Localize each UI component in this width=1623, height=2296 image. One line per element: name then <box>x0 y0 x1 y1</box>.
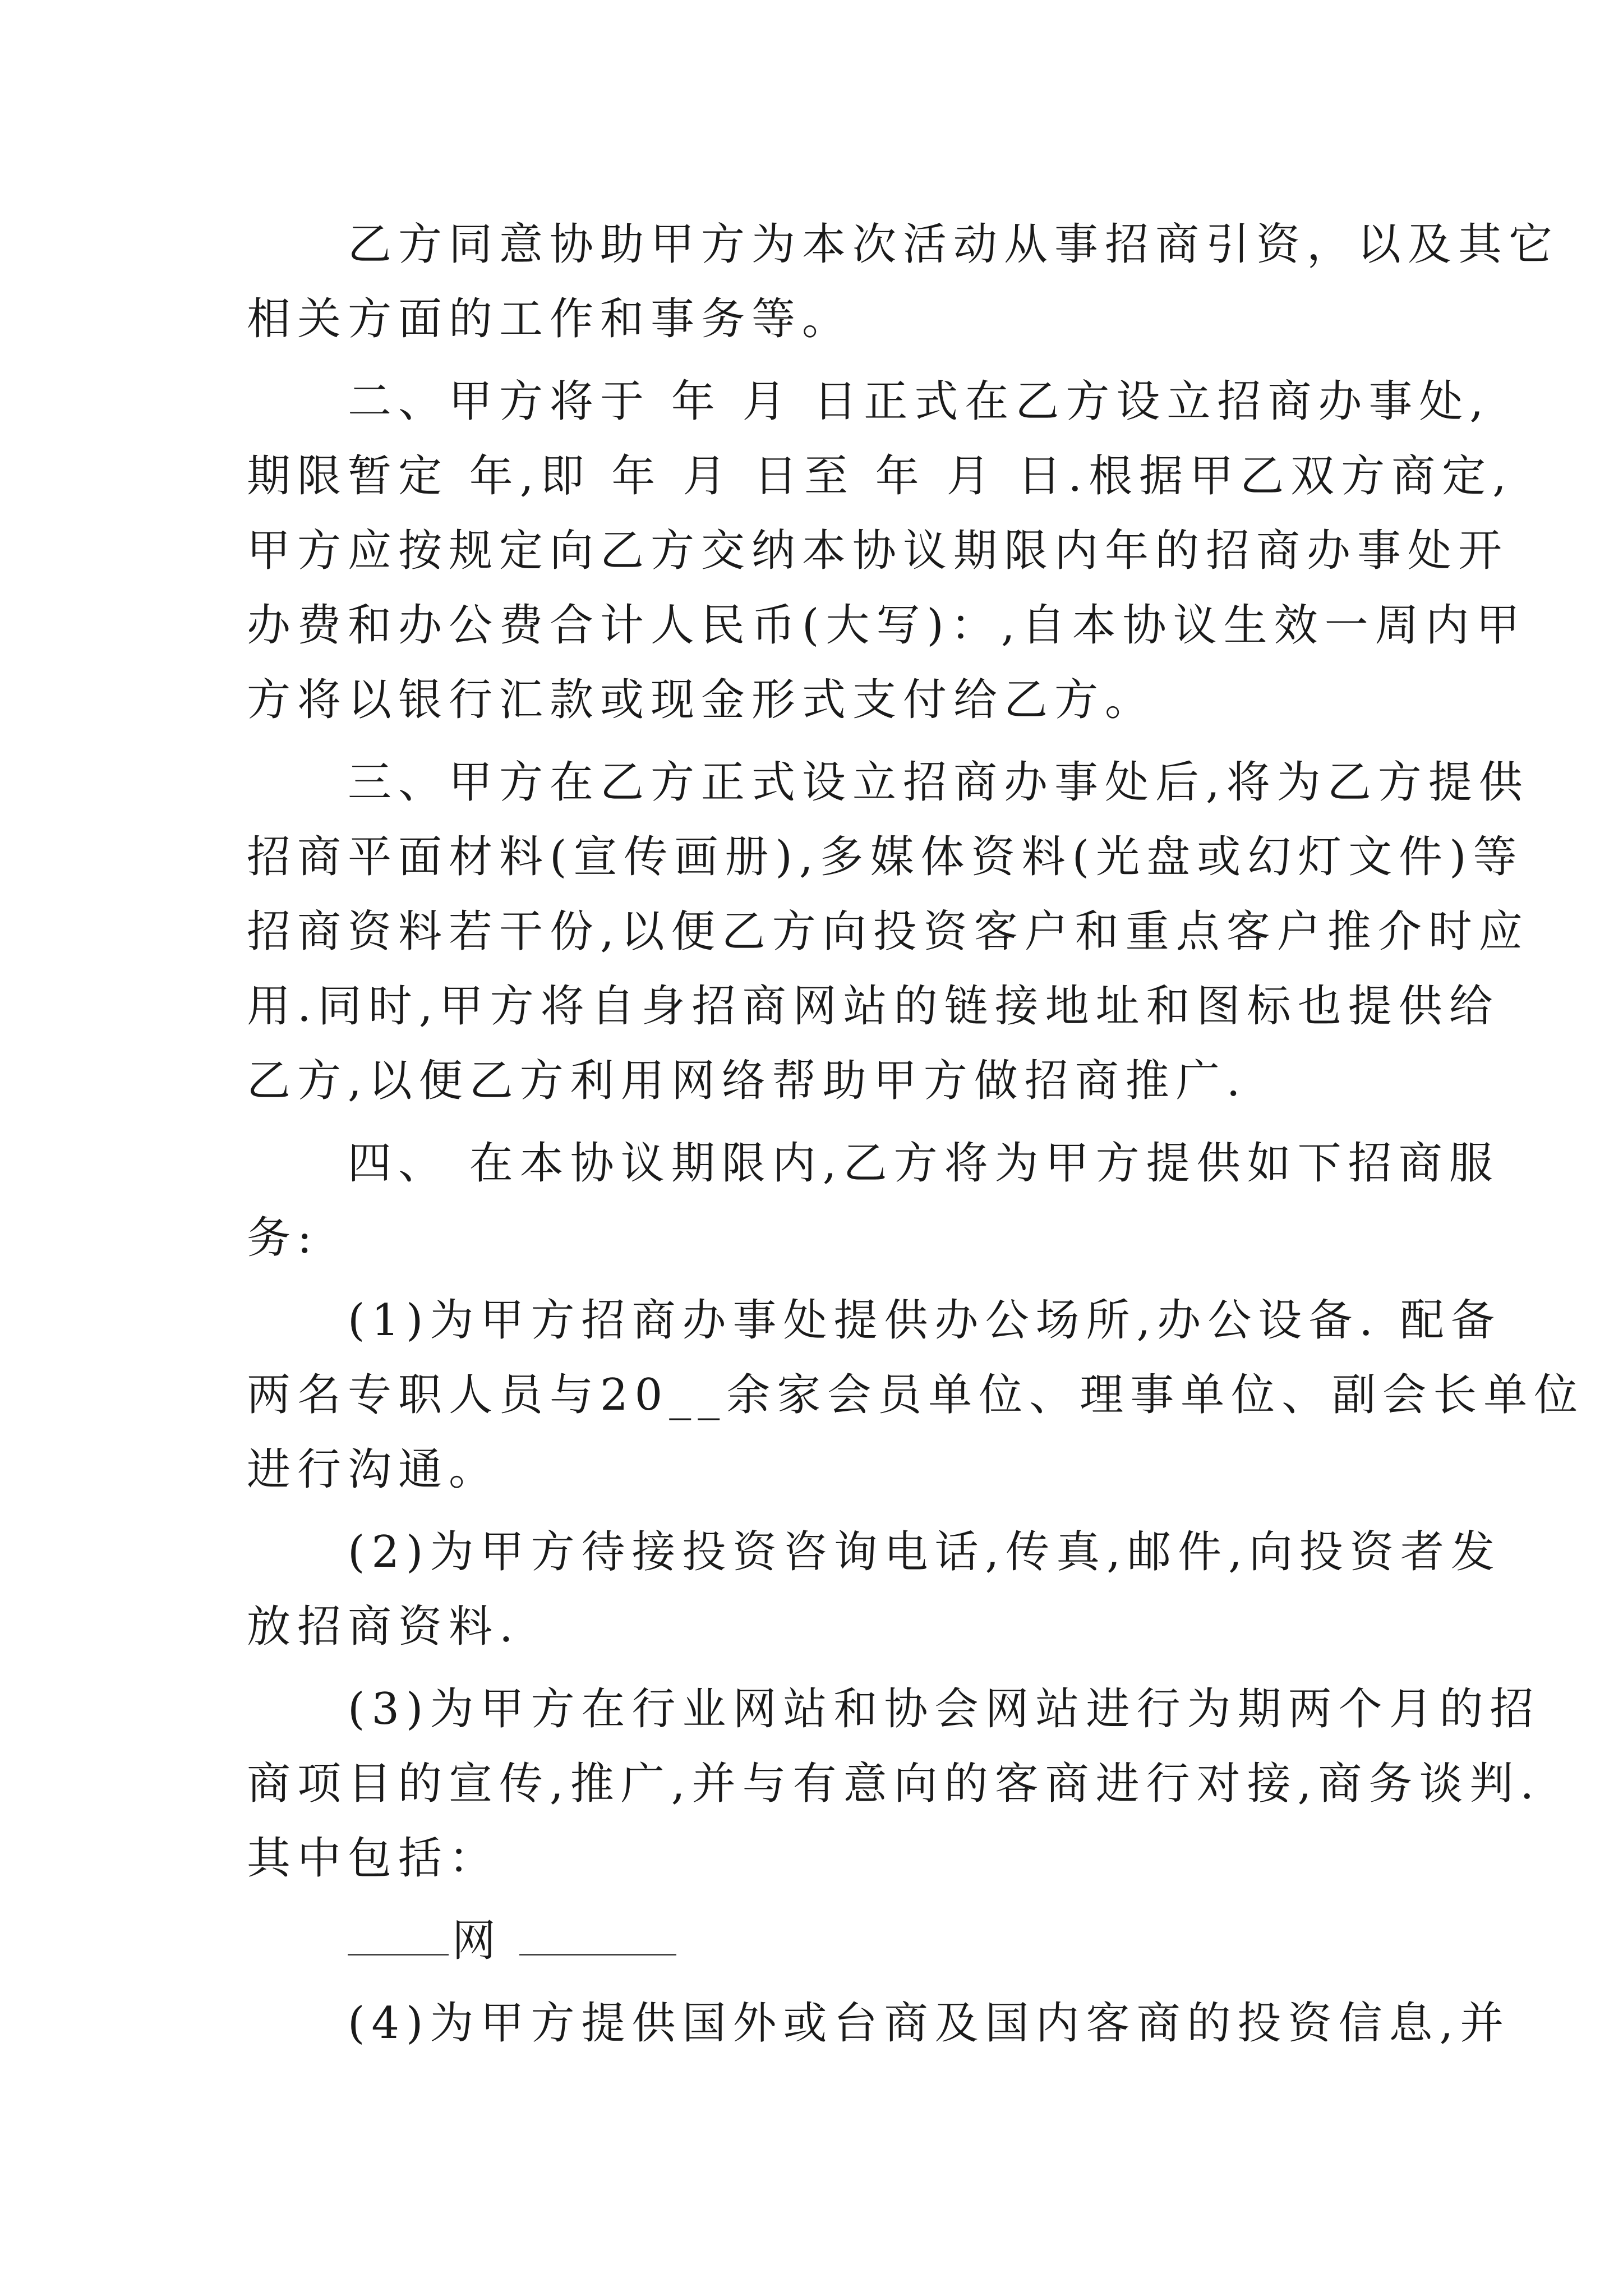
paragraph-5 <box>247 1283 1585 1507</box>
document-body <box>247 208 1585 2069</box>
text-line: 甲方应按规定向乙方交纳本协议期限内年的招商办事处开 <box>247 526 1509 576</box>
text-line: 进行沟通。 <box>247 1444 500 1495</box>
text-line: (4)为甲方提供国外或台商及国内客商的投资信息,并 <box>348 1998 1511 2049</box>
paragraph-3 <box>247 746 1529 1119</box>
text-line: 两名专职人员与20__余家会员单位、理事单位、副会长单位 <box>247 1370 1585 1420</box>
text-line: 商项目的宣传,推广,并与有意向的客商进行对接,商务谈判. <box>247 1759 1541 1809</box>
blank-underline <box>519 1915 676 1955</box>
paragraph-8 <box>247 1986 1511 2061</box>
text-line: 办费和办公费合计人民币(大写)：,自本协议生效一周内甲 <box>247 600 1527 651</box>
text-line: 其中包括： <box>247 1833 500 1884</box>
text-line: 乙方,以便乙方利用网络帮助甲方做招商推广. <box>247 1056 1247 1106</box>
text-line: (1)为甲方招商办事处提供办公场所,办公设备. 配备 <box>348 1295 1501 1346</box>
text-line: 方将以银行汇款或现金形式支付给乙方。 <box>247 675 1156 725</box>
blank-line-word: 网 <box>452 1916 503 1966</box>
text-line: 相关方面的工作和事务等。 <box>247 294 853 344</box>
blank-underline <box>348 1915 449 1955</box>
text-line: 用.同时,甲方将自身招商网站的链接地址和图标也提供给 <box>247 981 1500 1032</box>
text-line: 期限暂定 年,即 年 月 日至 年 月 日.根据甲乙双方商定, <box>247 451 1513 501</box>
paragraph-4 <box>247 1126 1500 1276</box>
text-line: 乙方同意协助甲方为本次活动从事招商引资，以及其它 <box>348 219 1560 270</box>
text-line: 放招商资料. <box>247 1602 520 1652</box>
text-line: 三、甲方在乙方正式设立招商办事处后,将为乙方提供 <box>348 757 1529 808</box>
paragraph-2 <box>247 365 1527 738</box>
fill-in-line <box>247 1904 1380 1978</box>
text-line: 务: <box>247 1213 319 1263</box>
text-line: (2)为甲方待接投资咨询电话,传真,邮件,向投资者发 <box>348 1527 1501 1577</box>
text-line: (3)为甲方在行业网站和协会网站进行为期两个月的招 <box>348 1684 1541 1734</box>
paragraph-6 <box>247 1515 1501 1664</box>
paragraph-1 <box>247 208 1560 357</box>
text-line: 四、 在本协议期限内,乙方将为甲方提供如下招商服 <box>348 1138 1500 1189</box>
text-line: 招商平面材料(宣传画册),多媒体资料(光盘或幻灯文件)等 <box>247 832 1524 882</box>
text-line: 二、甲方将于 年 月 日正式在乙方设立招商办事处, <box>348 376 1491 427</box>
text-line: 招商资料若干份,以便乙方向投资客户和重点客户推介时应 <box>247 907 1529 957</box>
paragraph-7 <box>247 1672 1541 1896</box>
